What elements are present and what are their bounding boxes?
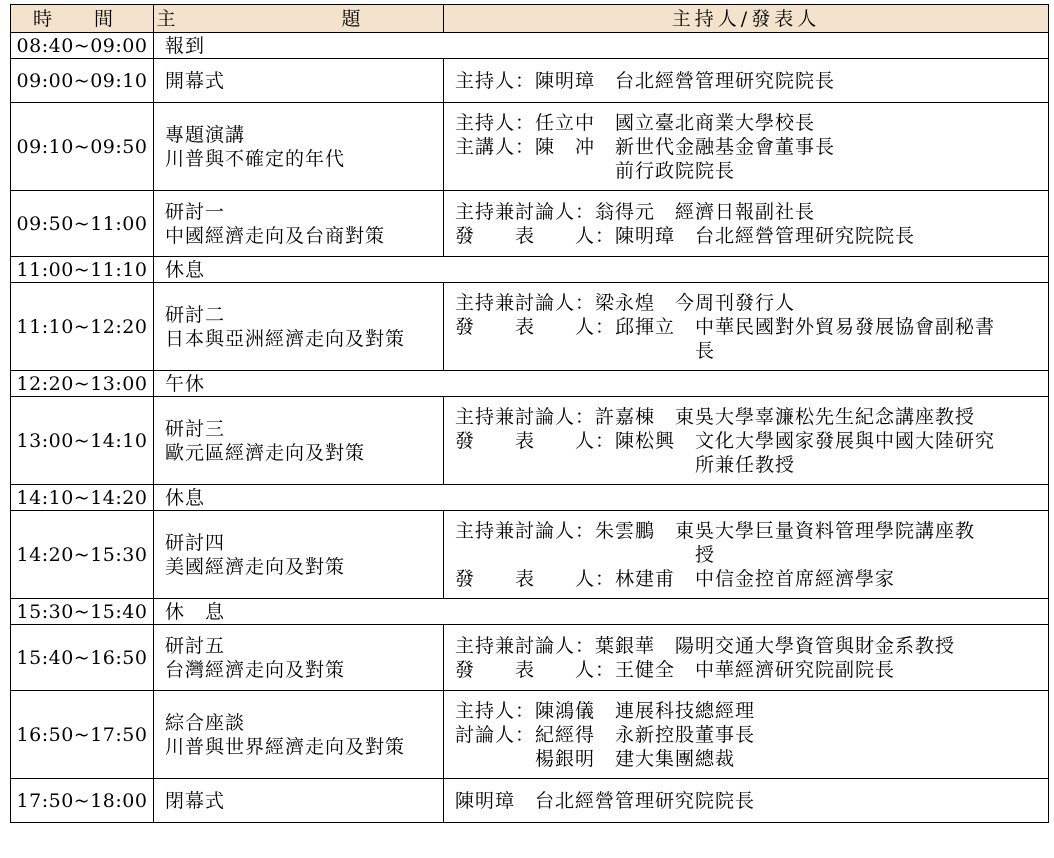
topic-line: 歐元區經濟走向及對策: [165, 441, 366, 464]
speaker-line: 發 表 人：王健全 中華經濟研究院副院長: [455, 658, 896, 681]
agenda-row: [11, 691, 1049, 779]
topic-line: 研討三: [165, 417, 226, 440]
topic-cell: [154, 103, 444, 191]
time-cell: 13:00~14:10: [11, 397, 154, 485]
agenda-row: [11, 625, 1049, 691]
speakers-cell: [444, 625, 1049, 691]
topic-line: 中國經濟走向及台商對策: [165, 224, 386, 247]
topic-line: 研討二: [165, 303, 226, 326]
speaker-line: 主持人：陳鴻儀 連展科技總經理: [455, 699, 756, 722]
speaker-line: 主持兼討論人：許嘉棟 東吳大學辜濂松先生紀念講座教授: [455, 405, 976, 428]
speakers-cell: [444, 191, 1049, 257]
speaker-line: 發 表 人：邱揮立 中華民國對外貿易發展協會副秘書: [455, 315, 996, 338]
speaker-line: 主講人：陳 冲 新世代金融基金會董事長: [455, 135, 836, 158]
topic-line: 閉幕式: [165, 789, 226, 812]
header-time: [11, 5, 154, 33]
speaker-line: 授: [455, 543, 716, 566]
speakers-cell: [444, 103, 1049, 191]
agenda-row: [11, 511, 1049, 599]
speakers-cell: [444, 59, 1049, 103]
header-topic: [154, 5, 444, 33]
topic-line: 休息: [165, 486, 206, 509]
header-speakers: [444, 5, 1049, 33]
topic-line: 午休: [165, 372, 206, 395]
topic-line: 美國經濟走向及對策: [165, 555, 346, 578]
speaker-line: 發 表 人：陳松興 文化大學國家發展與中國大陸研究: [455, 429, 996, 452]
topic-cell: [154, 59, 444, 103]
topic-cell: [154, 779, 444, 823]
agenda-row: [11, 485, 1049, 511]
time-cell: 16:50~17:50: [11, 691, 154, 779]
speaker-line: 主持兼討論人：朱雲鵬 東吳大學巨量資料管理學院講座教: [455, 519, 976, 542]
agenda-row: [11, 257, 1049, 283]
time-cell: 11:10~12:20: [11, 283, 154, 371]
speaker-line: 陳明璋 台北經營管理研究院院長: [455, 789, 756, 812]
speaker-line: 主持兼討論人：葉銀華 陽明交通大學資管與財金系教授: [455, 634, 956, 657]
time-cell: 12:20~13:00: [11, 371, 154, 397]
speaker-line: 討論人：紀經得 永新控股董事長: [455, 723, 756, 746]
agenda-row: [11, 191, 1049, 257]
time-cell: 15:30~15:40: [11, 599, 154, 625]
topic-line: 日本與亞洲經濟走向及對策: [165, 327, 406, 350]
agenda-row: [11, 59, 1049, 103]
time-cell: 14:10~14:20: [11, 485, 154, 511]
topic-cell: [154, 257, 1049, 283]
speaker-line: 主持人：陳明璋 台北經營管理研究院院長: [455, 69, 836, 92]
speaker-line: 主持兼討論人：梁永煌 今周刊發行人: [455, 291, 796, 314]
time-cell: 09:00~09:10: [11, 59, 154, 103]
topic-line: 研討一: [165, 200, 226, 223]
topic-cell: [154, 511, 444, 599]
topic-line: 專題演講: [165, 123, 246, 146]
topic-cell: [154, 625, 444, 691]
speaker-line: 所兼任教授: [455, 453, 796, 476]
topic-line: 台灣經濟走向及對策: [165, 658, 346, 681]
agenda-row: [11, 779, 1049, 823]
speakers-cell: [444, 691, 1049, 779]
agenda-row: [11, 283, 1049, 371]
topic-cell: [154, 33, 1049, 59]
topic-cell: [154, 283, 444, 371]
speakers-cell: [444, 397, 1049, 485]
time-cell: 08:40~09:00: [11, 33, 154, 59]
topic-line: 休息: [165, 258, 206, 281]
speaker-line: 發 表 人：陳明璋 台北經營管理研究院院長: [455, 224, 916, 247]
agenda-table: [10, 4, 1049, 823]
time-cell: 11:00~11:10: [11, 257, 154, 283]
topic-cell: [154, 599, 1049, 625]
time-cell: 15:40~16:50: [11, 625, 154, 691]
header-topic-label: 主 題: [156, 7, 441, 30]
speaker-line: 前行政院院長: [455, 159, 736, 182]
agenda-row: [11, 599, 1049, 625]
time-cell: 09:50~11:00: [11, 191, 154, 257]
topic-line: 研討四: [165, 531, 226, 554]
topic-cell: [154, 397, 444, 485]
topic-line: 休 息: [165, 600, 226, 623]
speaker-line: 主持兼討論人：翁得元 經濟日報副社長: [455, 200, 816, 223]
speakers-cell: [444, 779, 1049, 823]
speaker-line: 長: [455, 339, 716, 362]
topic-line: 川普與世界經濟走向及對策: [165, 735, 406, 758]
speaker-line: 發 表 人：林建甫 中信金控首席經濟學家: [455, 567, 896, 590]
time-cell: 17:50~18:00: [11, 779, 154, 823]
topic-line: 報到: [165, 34, 206, 57]
topic-line: 川普與不確定的年代: [165, 147, 346, 170]
speaker-line: 楊銀明 建大集團總裁: [455, 747, 736, 770]
speakers-cell: [444, 283, 1049, 371]
agenda-row: [11, 33, 1049, 59]
header-time-label: 時 間: [32, 7, 132, 30]
topic-cell: [154, 485, 1049, 511]
speakers-cell: [444, 511, 1049, 599]
agenda-row: [11, 371, 1049, 397]
topic-cell: [154, 191, 444, 257]
topic-line: 研討五: [165, 634, 226, 657]
topic-cell: [154, 691, 444, 779]
header-speakers-label: 主持人/發表人: [671, 7, 821, 30]
header-row: [11, 5, 1049, 33]
speaker-line: 主持人：任立中 國立臺北商業大學校長: [455, 111, 816, 134]
agenda-row: [11, 397, 1049, 485]
topic-line: 開幕式: [165, 69, 226, 92]
time-cell: 09:10~09:50: [11, 103, 154, 191]
topic-cell: [154, 371, 1049, 397]
time-cell: 14:20~15:30: [11, 511, 154, 599]
agenda-row: [11, 103, 1049, 191]
topic-line: 綜合座談: [165, 711, 246, 734]
